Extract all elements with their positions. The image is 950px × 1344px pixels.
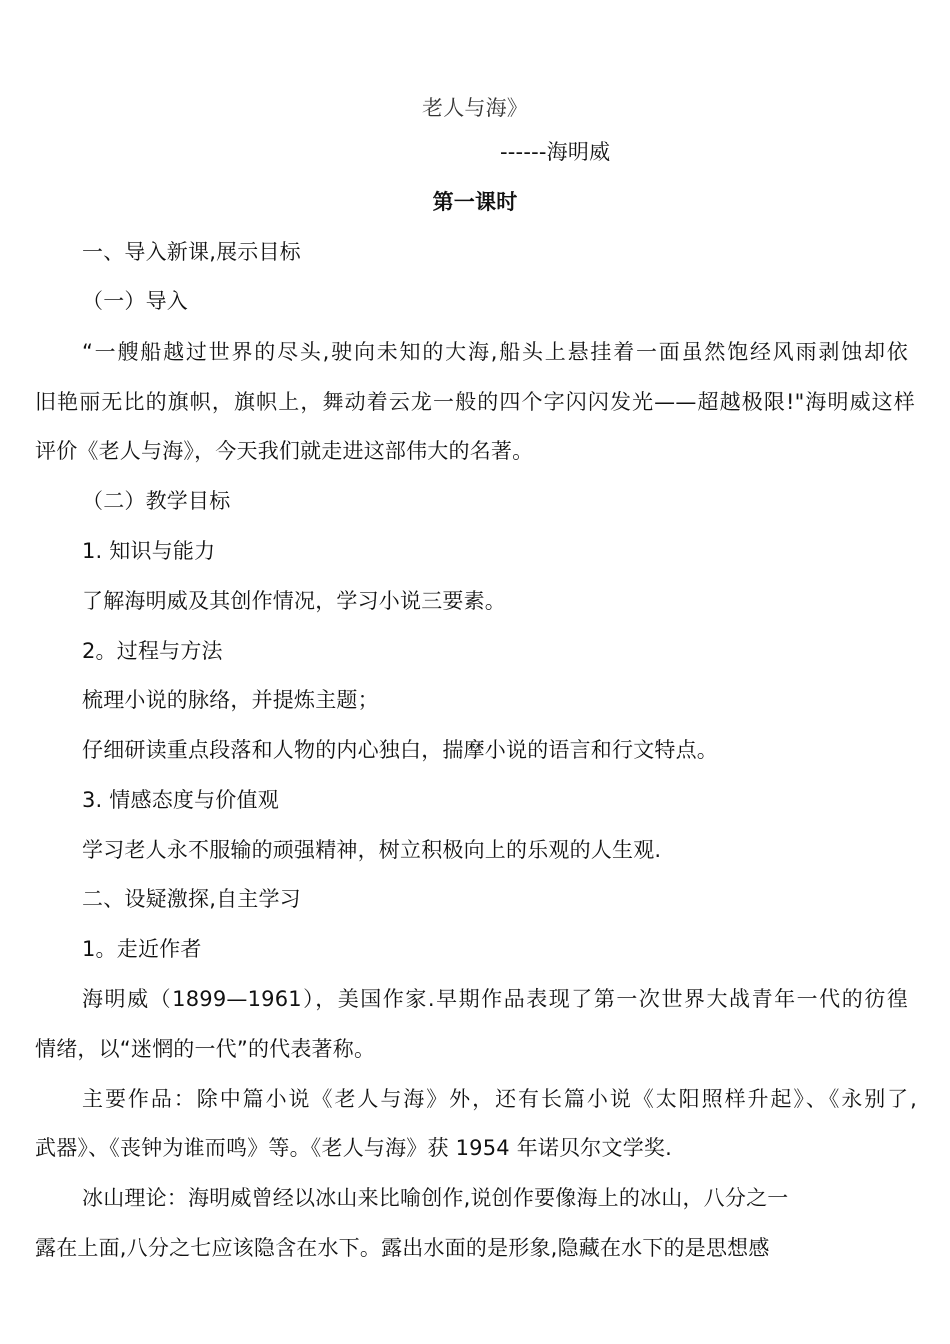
- paragraph-line: 海明威（1899—1961），美国作家.早期作品表现了第一次世界大战青年一代的彷徨: [82, 987, 908, 1011]
- goal-heading: 3. 情感态度与价值观: [82, 788, 279, 812]
- doc-title: 老人与海》: [422, 96, 528, 120]
- paragraph-line: 情绪，以“迷惘的一代”的代表著称。: [35, 1037, 376, 1061]
- paragraph-line: 旧艳丽无比的旗帜，旗帜上，舞动着云龙一般的四个字闪闪发光——超越极限!"海明威这样: [35, 390, 915, 414]
- goal-heading: 1. 知识与能力: [82, 539, 216, 563]
- subsection-heading-goals: （二）教学目标: [82, 489, 231, 513]
- goal-text: 梳理小说的脉络，并提炼主题；: [82, 688, 379, 712]
- paragraph-line: 冰山理论：海明威曾经以冰山来比喻创作,说创作要像海上的冰山，八分之一: [82, 1186, 789, 1210]
- paragraph-line: 露在上面,八分之七应该隐含在水下。露出水面的是形象,隐藏在水下的是思想感: [35, 1236, 770, 1260]
- paragraph-line: 武器》、《丧钟为谁而鸣》等。《老人与海》获 1954 年诺贝尔文学奖.: [35, 1136, 672, 1160]
- lesson-heading: 第一课时: [432, 190, 518, 214]
- goal-text: 了解海明威及其创作情况，学习小说三要素。: [82, 589, 506, 613]
- section-heading-2: 二、设疑激探,自主学习: [82, 887, 301, 911]
- goal-text: 学习老人永不服输的顽强精神，树立积极向上的乐观的人生观.: [82, 838, 662, 862]
- goal-heading: 2。过程与方法: [82, 639, 223, 663]
- paragraph-line: 评价《老人与海》，今天我们就走进这部伟大的名著。: [35, 439, 534, 463]
- paragraph-line: “一艘船越过世界的尽头,驶向未知的大海,船头上悬挂着一面虽然饱经风雨剥蚀却依: [82, 340, 908, 364]
- paragraph-line: 主要作品：除中篇小说《老人与海》外，还有长篇小说《太阳照样升起》、《永别了,: [82, 1087, 917, 1111]
- doc-author: ------海明威: [500, 140, 611, 164]
- section-heading-1: 一、导入新课,展示目标: [82, 240, 301, 264]
- goal-text: 仔细研读重点段落和人物的内心独白，揣摩小说的语言和行文特点。: [82, 738, 718, 762]
- step-heading: 1。走近作者: [82, 937, 202, 961]
- subsection-heading-intro: （一）导入: [82, 289, 188, 313]
